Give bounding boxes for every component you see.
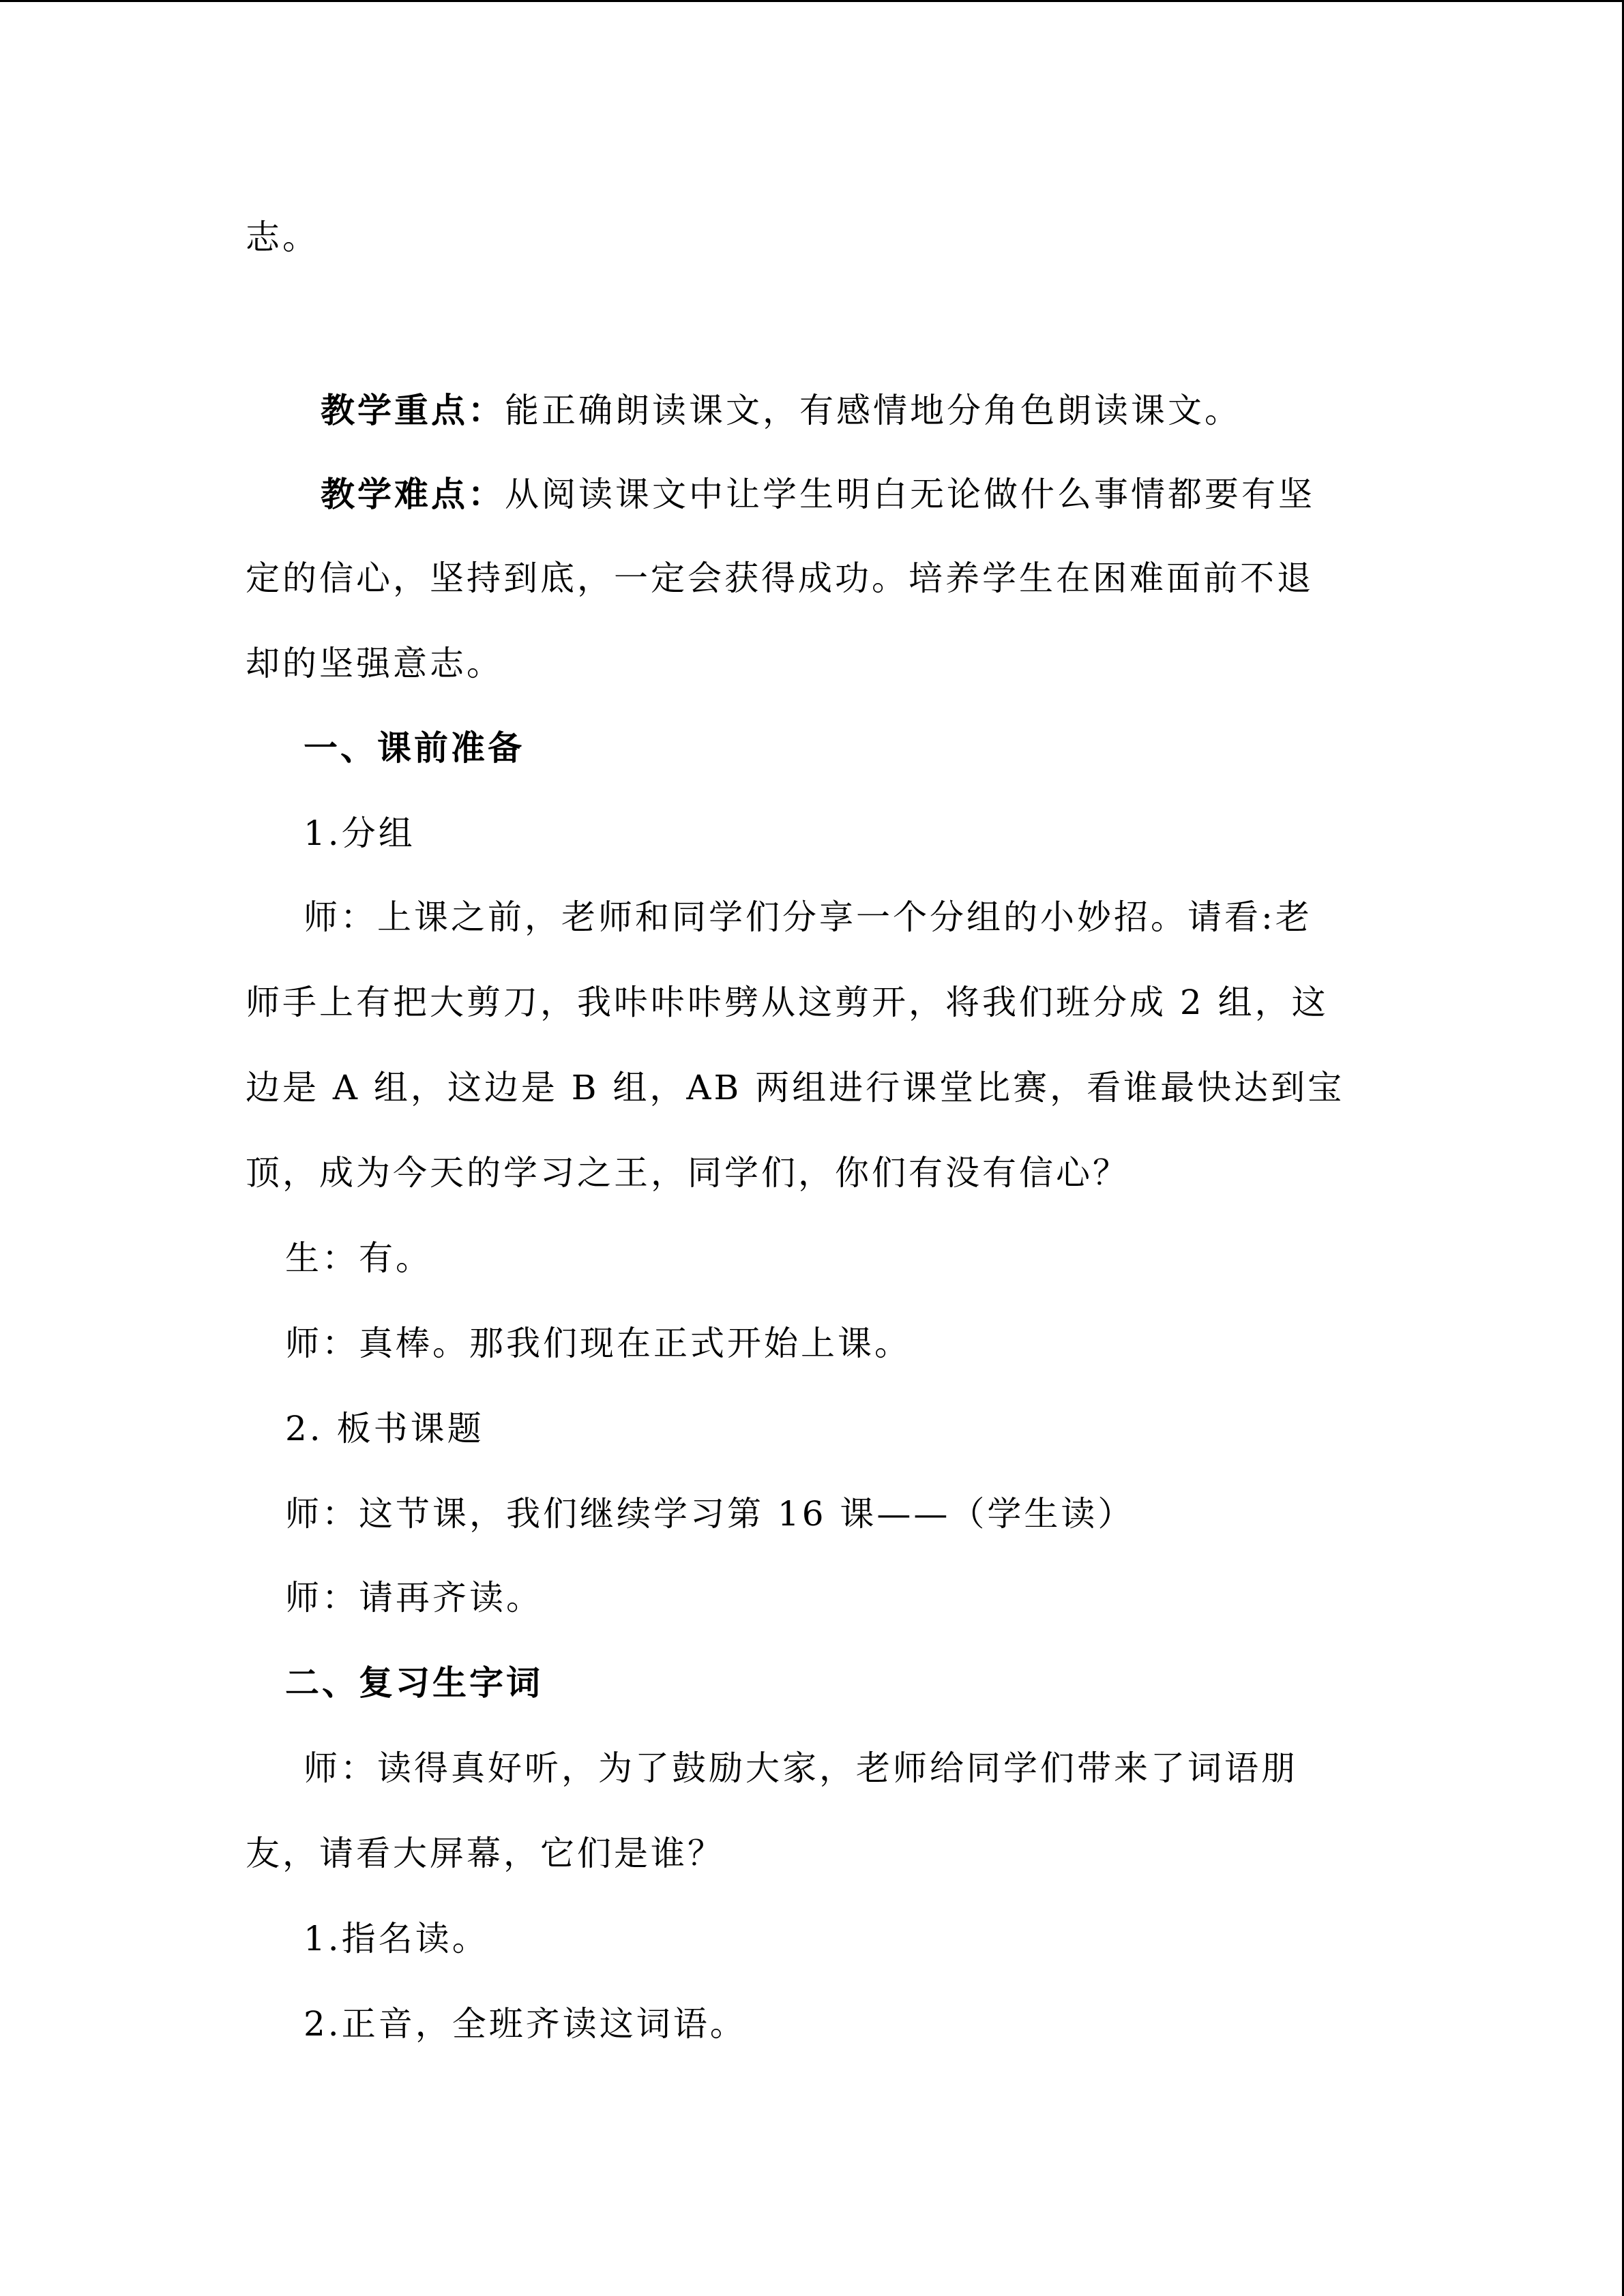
- list-item-2: 2.正音，全班齐读这词语。: [304, 2004, 747, 2044]
- section-heading-1: 一、课前准备: [304, 728, 525, 768]
- teaching-difficulty-label: 教学难点：: [321, 474, 505, 514]
- teacher-paragraph-1-line-2: 师手上有把大剪刀，我咔咔咔劈从这剪开，将我们班分成 2 组，这: [246, 983, 1329, 1022]
- teacher-paragraph-1: 师：上课之前，老师和同学们分享一个分组的小妙招。请看:老: [304, 897, 1312, 937]
- teacher-reply: 师：真棒。那我们现在正式开始上课。: [285, 1324, 911, 1363]
- teaching-difficulty: [321, 474, 1315, 515]
- teacher-line-reread: 师：请再齐读。: [285, 1578, 543, 1617]
- teacher-paragraph-1-line-3: 边是 A 组，这边是 B 组，AB 两组进行课堂比赛，看谁最快达到宝: [246, 1068, 1345, 1107]
- teacher-paragraph-2: 师：读得真好听，为了鼓励大家，老师给同学们带来了词语朋: [304, 1748, 1298, 1788]
- student-reply: 生：有。: [285, 1238, 432, 1278]
- teacher-paragraph-2-line-2: 友，请看大屏幕，它们是谁？: [246, 1834, 724, 1873]
- teaching-difficulty-line-3: 却的坚强意志。: [246, 644, 503, 683]
- teaching-focus: [321, 390, 1241, 431]
- teaching-focus-label: 教学重点：: [321, 390, 505, 430]
- list-item-1: 1.指名读。: [304, 1919, 489, 1958]
- paragraph-continuation: 志。: [246, 218, 319, 257]
- teaching-focus-text: 能正确朗读课文，有感情地分角色朗读课文。: [505, 391, 1241, 430]
- section-heading-2: 二、复习生字词: [285, 1663, 543, 1703]
- top-border: [0, 0, 1624, 2]
- teacher-line-lesson: 师：这节课，我们继续学习第 16 课——（学生读）: [285, 1494, 1135, 1534]
- subheading-grouping: 1.分组: [304, 814, 415, 853]
- teaching-difficulty-line-2: 定的信心，坚持到底，一定会获得成功。培养学生在困难面前不退: [246, 558, 1314, 598]
- teacher-paragraph-1-line-4: 顶，成为今天的学习之王，同学们，你们有没有信心？: [246, 1153, 1130, 1193]
- subheading-board-title: 2. 板书课题: [285, 1409, 484, 1448]
- teaching-difficulty-text: 从阅读课文中让学生明白无论做什么事情都要有坚: [505, 475, 1315, 514]
